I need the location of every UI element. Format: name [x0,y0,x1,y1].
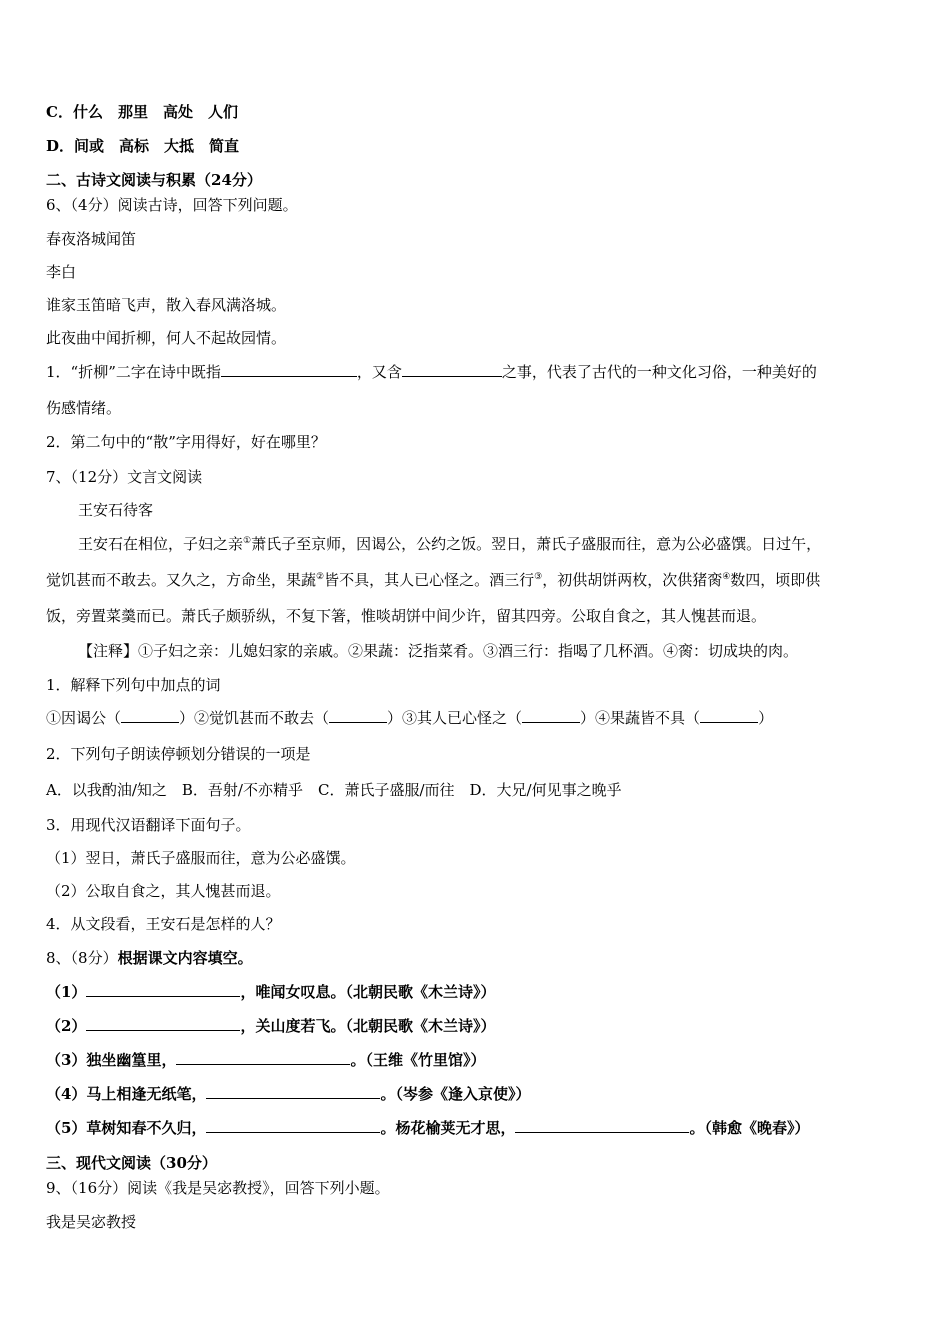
poem-line2: 此夜曲中闻折柳，何人不起故园情。 [46,329,287,347]
q6-sub1-text-c: 之事，代表了古代的一种文化习俗，一种美好的 [501,363,817,381]
q7-sub2-options: A．以我酌油/知之 B．吾射/不亦精乎 C．萧氏子盛服/而往 D．大兄/何见事之晚乎 [46,781,622,799]
poem-author: 李白 [46,263,77,281]
q7-para-text: 数四，顷即供 [730,571,821,589]
answer-blank[interactable] [86,982,240,997]
q8-text: 。杨花榆荚无才思， [380,1119,516,1137]
q7-sub3: 3．用现代汉语翻译下面句子。 [46,816,251,834]
footnote-mark: ① [243,536,252,546]
q8-text: 。（王维《竹里馆》） [350,1051,486,1069]
q8-text: （3）独坐幽篁里， [46,1051,177,1069]
q7-sub3-1: （1）翌日，萧氏子盛服而往，意为公必盛馔。 [46,849,356,867]
answer-blank[interactable] [402,362,502,377]
q8-line4 [46,1084,530,1104]
q7-sub4: 4．从文段看，王安石是怎样的人？ [46,915,281,933]
footnote-mark: ④ [722,572,731,582]
answer-blank[interactable] [121,708,179,723]
q7-note: 【注释】①子妇之亲：儿媳妇家的亲戚。②果蔬：泛指菜肴。③酒三行：指喝了几杯酒。④脔：切成块的肉。 [78,642,799,660]
q6-sub1-text-b: ，又含 [356,363,402,381]
q8-text: （5）草树知春不久归， [46,1119,207,1137]
q8-intro-score: 8、（8分） [46,949,118,967]
q8-intro [46,948,253,968]
answer-blank[interactable] [522,708,580,723]
answer-blank[interactable] [329,708,387,723]
q7-sub1-item: ）③其人已心怪之（ [387,709,523,727]
footnote-mark: ③ [534,572,543,582]
q6-sub1 [46,362,817,382]
poem-line1: 谁家玉笛暗飞声，散入春风满洛城。 [46,296,287,314]
q9-title: 我是吴宓教授 [46,1213,137,1231]
answer-blank[interactable] [176,1050,350,1065]
q8-text: ，关山度若飞。（北朝民歌《木兰诗》） [240,1017,496,1035]
q7-para-text: 皆不具，其人已心怪之。酒三行 [324,571,535,589]
answer-blank[interactable] [515,1118,689,1133]
answer-blank[interactable] [700,708,758,723]
q7-sub1-items [46,708,773,728]
q7-sub1-item: ）②觉饥甚而不敢去（ [179,709,330,727]
footnote-mark: ② [316,572,325,582]
q8-text: ，唯闻女叹息。（北朝民歌《木兰诗》） [240,983,496,1001]
q7-sub1-item: ） [758,709,774,727]
q8-line2 [46,1016,495,1036]
q6-sub2: 2．第二句中的“散”字用得好，好在哪里？ [46,433,326,451]
q8-intro-instruction: 根据课文内容填空。 [117,949,253,967]
q6-sub1-text-a: 1．“折柳”二字在诗中既指 [46,363,221,381]
q8-text: 。（岑参《逢入京使》） [380,1085,531,1103]
q7-para-text: 觉饥甚而不敢去。又久之，方命坐，果蔬 [46,571,317,589]
poem-title: 春夜洛城闻笛 [46,230,137,248]
q8-line5 [46,1118,809,1138]
q6-sub1-cont: 伤感情绪。 [46,399,122,417]
q5-option-c: C．什么 那里 高处 人们 [46,103,238,121]
section2-heading: 二、古诗文阅读与积累（24分） [46,171,262,189]
q7-para-text: 萧氏子至京师，因谒公，公约之饭。翌日，萧氏子盛服而往，意为公必盛馔。日过午， [251,535,822,553]
q7-title: 王安石待客 [78,501,154,519]
q5-option-d: D．间或 高标 大抵 简直 [46,137,240,155]
q7-sub2: 2．下列句子朗读停顿划分错误的一项是 [46,745,311,763]
q7-intro: 7、（12分）文言文阅读 [46,468,203,486]
q7-para-line2 [46,570,820,590]
q7-para-text: ，初供胡饼两枚，次供猪脔 [542,571,723,589]
q8-text: （4）马上相逢无纸笔， [46,1085,207,1103]
q7-sub3-2: （2）公取自食之，其人愧甚而退。 [46,882,281,900]
q7-para-text: 王安石在相位，子妇之亲 [78,535,244,553]
q8-text: 。（韩愈《晚春》） [689,1119,810,1137]
section3-heading: 三、现代文阅读（30分） [46,1154,217,1172]
q8-text: （2） [46,1017,87,1035]
q6-intro: 6、（4分）阅读古诗，回答下列问题。 [46,196,298,214]
answer-blank[interactable] [206,1084,380,1099]
q7-sub1: 1．解释下列句中加点的词 [46,676,221,694]
answer-blank[interactable] [86,1016,240,1031]
q7-sub1-item: ）④果蔬皆不具（ [580,709,701,727]
answer-blank[interactable] [221,362,357,377]
q8-text: （1） [46,983,87,1001]
q9-intro: 9、（16分）阅读《我是吴宓教授》，回答下列小题。 [46,1179,390,1197]
answer-blank[interactable] [206,1118,380,1133]
q7-para-line3: 饭，旁置菜羹而已。萧氏子颇骄纵，不复下箸，惟啖胡饼中间少许，留其四旁。公取自食之，其人愧甚而退。 [46,607,767,625]
q7-para-line1 [78,534,821,554]
q8-line1 [46,982,495,1002]
q8-line3 [46,1050,485,1070]
q7-sub1-item: ①因谒公（ [46,709,122,727]
